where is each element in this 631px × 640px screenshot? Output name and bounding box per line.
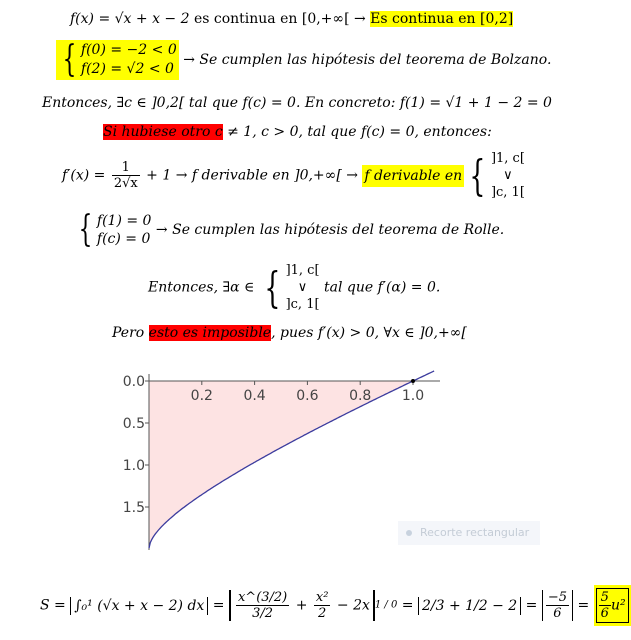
interval-c1: ]c, 1[ xyxy=(285,297,320,312)
neg-den: 6 xyxy=(553,606,562,621)
integration-limits: 1 / 0 xyxy=(374,599,398,611)
condition-f2: f(2) = √2 < 0 xyxy=(80,61,174,77)
result-highlight xyxy=(594,585,631,626)
area-fill xyxy=(149,381,413,548)
alpha-interval-stack xyxy=(286,262,320,313)
derivative-mid: + 1 → f derivable en ]0,+∞[ → xyxy=(141,167,363,184)
integral-abs xyxy=(70,597,208,615)
eval-abs xyxy=(418,597,521,615)
integral-expr: ∫₀¹ (√x + x − 2) dx xyxy=(74,597,205,614)
continuity-text: es continua en [0,+∞[ → xyxy=(189,11,371,27)
antideriv-term-a: $\frac{x\^{}(3/2)}{3/2}$ xyxy=(237,590,288,621)
line-alpha xyxy=(148,262,440,313)
interval-1c: ]1, c[ xyxy=(285,263,320,278)
continuity-highlight: Es continua en [0,2] xyxy=(370,11,514,27)
result-num: 5 xyxy=(600,590,609,605)
line-bolzano xyxy=(56,40,551,80)
area-lhs: S = xyxy=(40,597,71,614)
other-c-highlight: Si hubiese otro c xyxy=(103,124,223,140)
y-tick-label: 0.5 xyxy=(122,416,145,432)
rolle-conclusion: → Se cumplen las hipótesis del teorema de Rolle. xyxy=(155,222,505,238)
x-tick-label: 0.2 xyxy=(190,388,213,404)
snip-dot-icon xyxy=(406,530,412,536)
result-box xyxy=(596,588,629,623)
antideriv-term-b: $\frac{\text{x²}}{2}$ xyxy=(315,590,329,621)
line-area: S = ∫₀¹ (√x + x − 2) dx = $\frac{x\^{}(3/2)}{3/2}$ + $\frac{\text{x²}}{2}$ − 2x 1 / 0 = 2/3 + 1/2 − 2 = $\frac{-5}{6}$ = $\frac{5}{6}$ u² xyxy=(40,585,631,635)
line-continuity xyxy=(70,10,513,28)
antiderivative-abs: $\frac{x\^{}(3/2)}{3/2}$ + $\frac{\text{x²}}{2}$ − 2x xyxy=(229,590,375,621)
rect-snip-tooltip xyxy=(398,521,540,545)
line-rolle xyxy=(74,209,505,250)
or-symbol: ∨ xyxy=(297,280,308,295)
y-tick-label: 0.0 xyxy=(122,374,145,390)
interval-c1: ]c, 1[ xyxy=(490,185,525,200)
condition-fc: f(c) = 0 xyxy=(96,231,151,247)
eval-expr: 2/3 + 1/2 − 2 xyxy=(421,597,518,614)
result-den: 6 xyxy=(600,606,609,621)
interval-1c: ]1, c[ xyxy=(490,151,525,166)
left-brace-icon: { xyxy=(469,150,486,200)
alpha-post: tal que f′(α) = 0. xyxy=(319,279,441,296)
function-definition: f(x) = √x + x − 2 xyxy=(70,11,190,27)
rolle-conditions xyxy=(97,212,152,248)
bolzano-conclusion: → Se cumplen las hipótesis del teorema de Bolzano. xyxy=(183,52,552,68)
root-point xyxy=(411,379,415,383)
condition-f1: f(1) = 0 xyxy=(96,213,152,229)
line-derivative xyxy=(62,150,525,198)
y-tick-label: 1.5 xyxy=(122,500,145,516)
y-tick-label: 1.0 xyxy=(122,458,145,474)
x-tick-label: 1.0 xyxy=(401,388,425,404)
condition-f0: f(0) = −2 < 0 xyxy=(80,42,177,58)
neg-abs xyxy=(542,590,573,621)
left-brace-icon: { xyxy=(78,209,93,250)
impossible-post: , pues f′(x) > 0, ∀x ∈ ]0,+∞[ xyxy=(271,325,467,341)
derivable-text: f derivable en xyxy=(364,167,463,184)
other-c-text: ≠ 1, c > 0, tal que f(c) = 0, entonces: xyxy=(222,124,492,140)
x-tick-label: 0.8 xyxy=(349,388,372,404)
neg-num: −5 xyxy=(547,590,568,605)
x-tick-label: 0.6 xyxy=(296,388,319,404)
derivable-highlight xyxy=(362,165,464,187)
impossible-highlight: esto es imposible xyxy=(148,325,272,341)
or-symbol: ∨ xyxy=(503,168,513,183)
antideriv-term-c: − 2x xyxy=(332,597,370,614)
line-conclusion-c: Entonces, ∃c ∈ ]0,2[ tal que f(c) = 0. En concreto: f(1) = √1 + 1 − 2 = 0 xyxy=(42,95,552,111)
left-brace-icon: { xyxy=(264,262,281,312)
interval-stack xyxy=(491,150,525,201)
line-impossible xyxy=(112,324,467,342)
snip-label: Recorte rectangular xyxy=(420,526,530,539)
x-tick-label: 0.4 xyxy=(243,388,266,404)
line-other-c xyxy=(103,123,492,141)
alpha-pre: Entonces, ∃α ∈ xyxy=(148,279,259,296)
left-brace-icon: { xyxy=(62,39,77,80)
fraction-denominator: 2√x xyxy=(113,176,138,191)
result-unit: u² xyxy=(610,597,626,614)
impossible-pre: Pero xyxy=(112,325,149,341)
derivative-lhs: f′(x) = xyxy=(62,167,110,184)
fraction-numerator: 1 xyxy=(112,160,140,176)
derivative-fraction xyxy=(112,160,140,191)
bolzano-conditions xyxy=(56,40,179,80)
